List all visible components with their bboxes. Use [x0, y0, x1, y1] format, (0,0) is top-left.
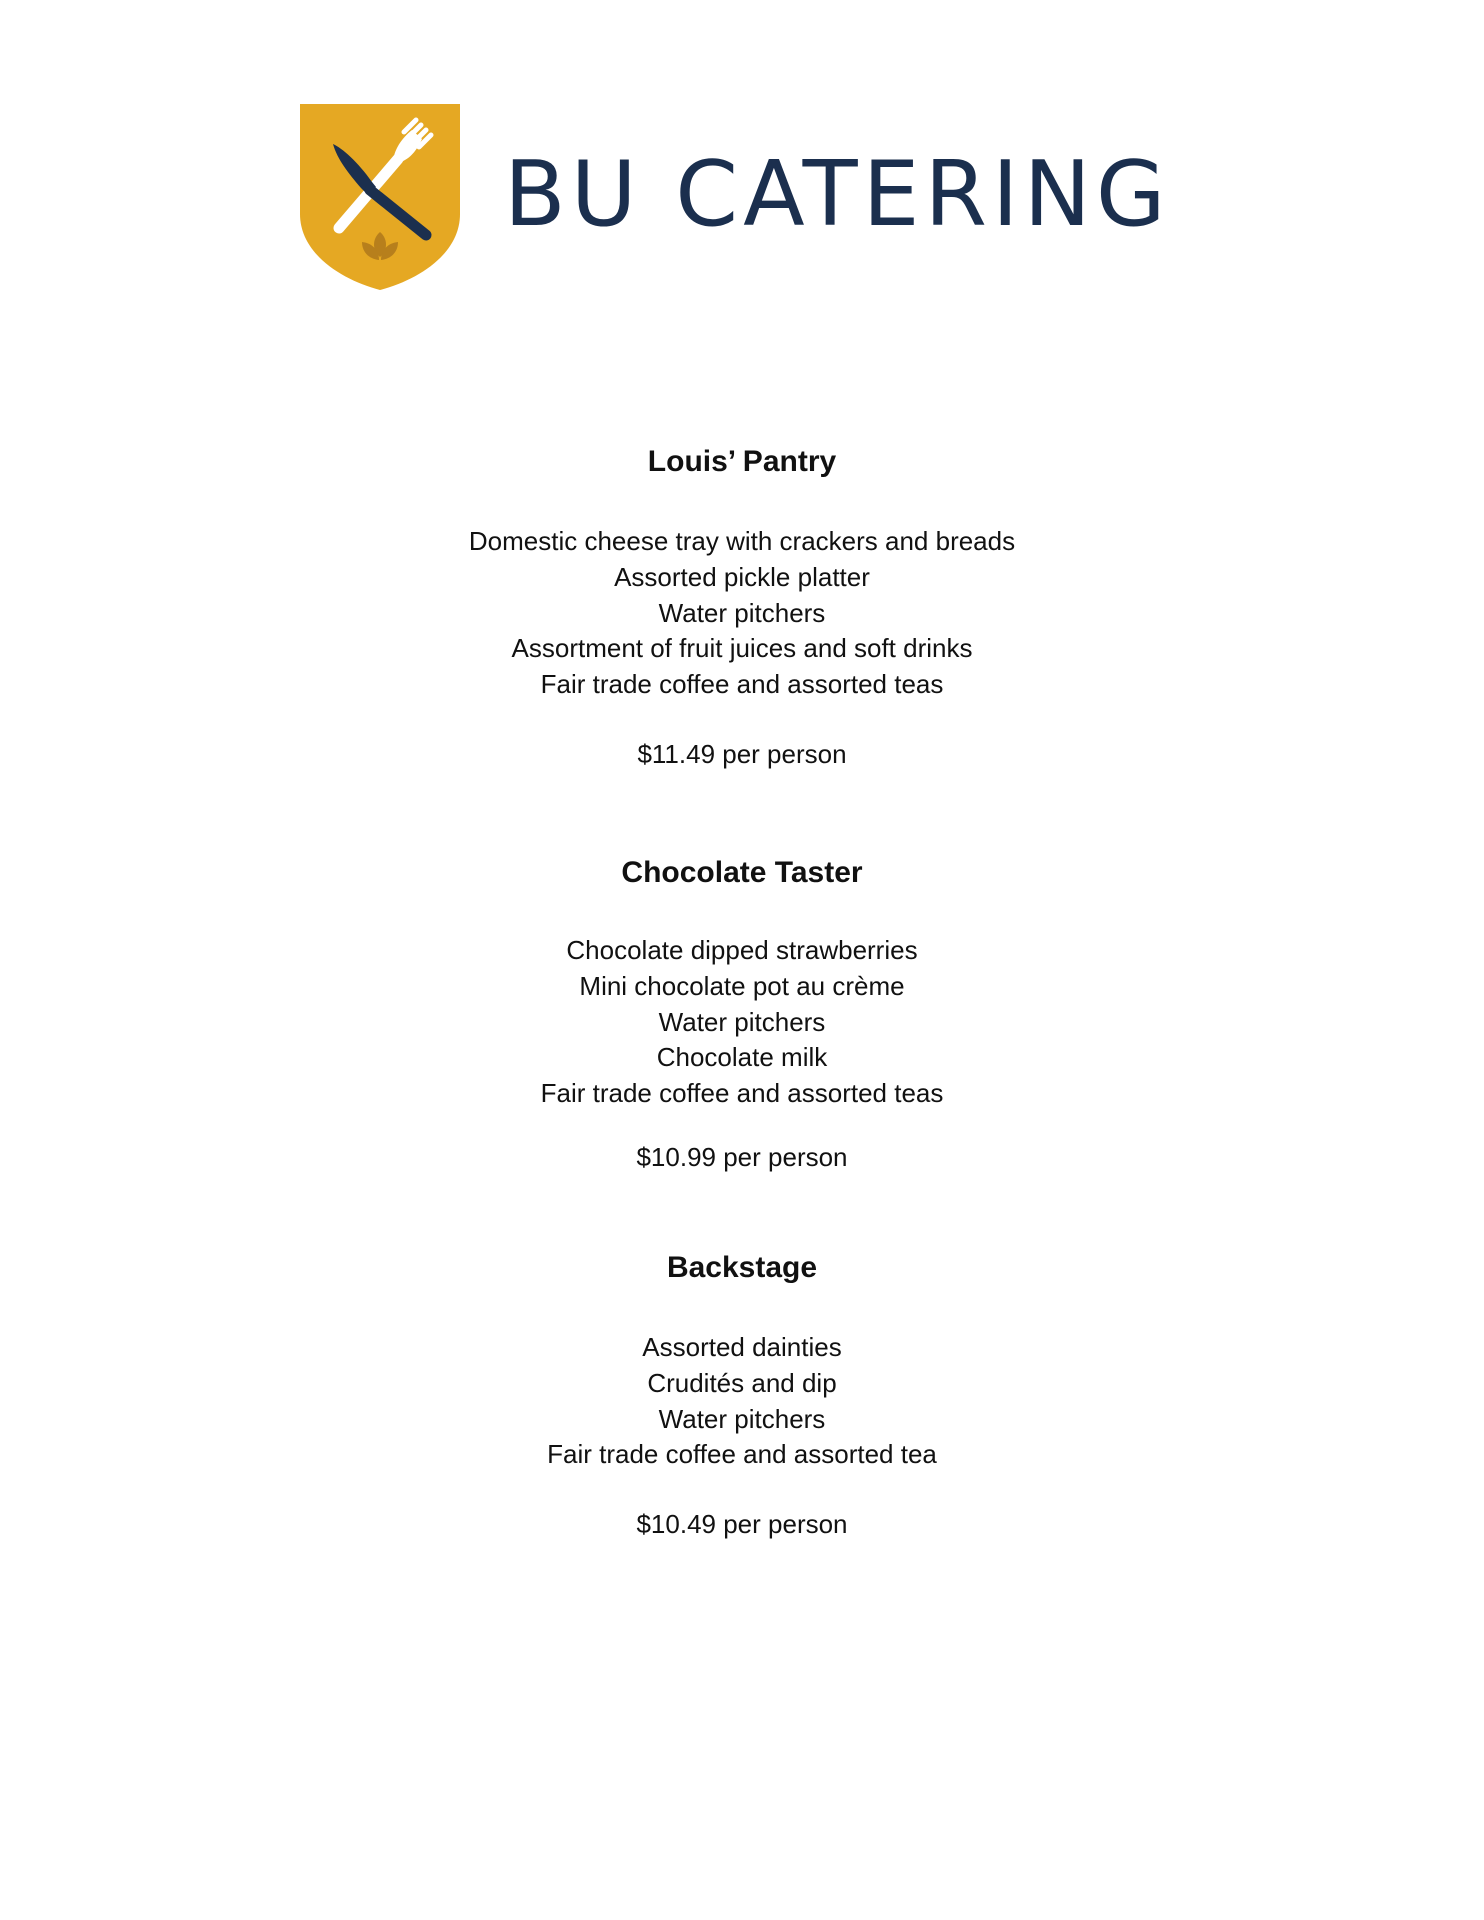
list-item: Fair trade coffee and assorted tea	[547, 1439, 937, 1470]
brand-name: BU CATERING	[504, 142, 1171, 247]
list-item: Fair trade coffee and assorted teas	[540, 669, 944, 700]
list-item: Domestic cheese tray with crackers and breads	[468, 526, 1016, 556]
item-list	[0, 933, 1484, 1112]
list-item: Mini chocolate pot au crème	[579, 970, 905, 1001]
fork-knife-shield-icon	[300, 104, 460, 290]
price: $10.49 per person	[636, 1509, 848, 1540]
item-list	[0, 524, 1484, 703]
list-item: Assorted pickle platter	[614, 561, 870, 592]
list-item: Crudités and dip	[647, 1367, 837, 1398]
bu-catering-logo	[300, 104, 1171, 290]
menu-section-louis-pantry	[0, 444, 1484, 771]
menu-section-backstage	[0, 1250, 1484, 1541]
price: $11.49 per person	[637, 738, 847, 769]
list-item: Fair trade coffee and assorted teas	[540, 1078, 944, 1109]
list-item: Assortment of fruit juices and soft drinks	[511, 633, 973, 664]
item-list	[0, 1330, 1484, 1473]
list-item: Water pitchers	[658, 1403, 826, 1434]
list-item: Assorted dainties	[642, 1332, 842, 1362]
list-item: Water pitchers	[658, 597, 826, 628]
section-title: Louis’ Pantry	[647, 445, 837, 478]
list-item: Chocolate dipped strawberries	[566, 935, 918, 965]
list-item: Chocolate milk	[656, 1042, 828, 1073]
section-title: Chocolate Taster	[621, 856, 863, 889]
menu-section-chocolate-taster	[0, 855, 1484, 1174]
section-title: Backstage	[666, 1251, 818, 1284]
list-item: Water pitchers	[658, 1006, 826, 1037]
price: $10.99 per person	[636, 1141, 848, 1172]
